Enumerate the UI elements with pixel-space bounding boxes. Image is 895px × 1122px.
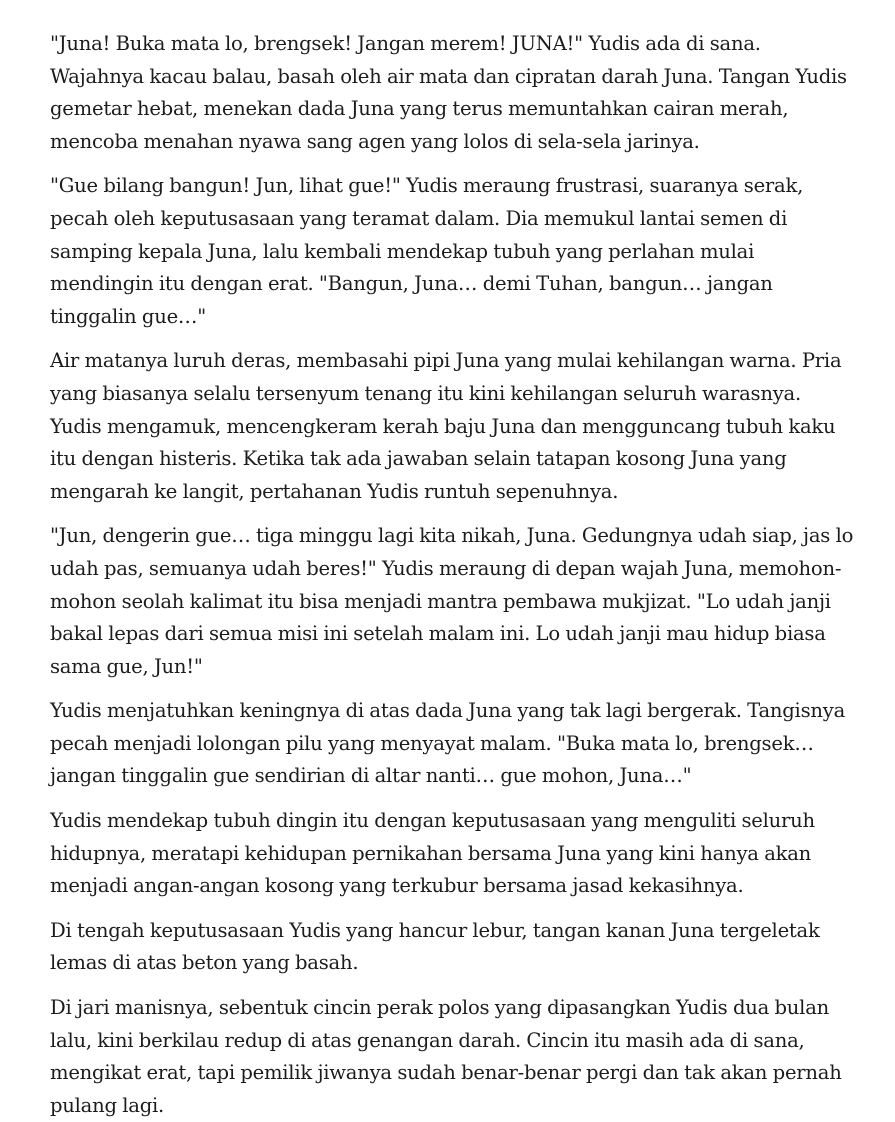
story-paragraph-1: "Juna! Buka mata lo, brengsek! Jangan merem! JUNA!" Yudis ada di sana. Wajahnya kacau balau, basah oleh air mata dan cipratan darah Juna. Tangan Yudis gemetar hebat, menekan dada Juna yang terus memuntahkan cairan merah, mencoba menahan nyawa sang agen yang lolos di sela-sela jarinya.	[50, 32, 847, 153]
story-paragraph-6: Yudis mendekap tubuh dingin itu dengan keputusasaan yang menguliti seluruh hidupnya, meratapi kehidupan pernikahan bersama Juna yang kini hanya akan menjadi angan-angan kosong yang terkubur bersama jasad kekasihnya.	[50, 809, 815, 898]
story-paragraph-8: Di jari manisnya, sebentuk cincin perak polos yang dipasangkan Yudis dua bulan lalu, kini berkilau redup di atas genangan darah. Cincin itu masih ada di sana, mengikat erat, tapi pemilik jiwanya sudah benar-benar pergi dan tak akan pernah pulang lagi.	[50, 996, 842, 1117]
story-paragraph-4: "Jun, dengerin gue… tiga minggu lagi kita nikah, Juna. Gedungnya udah siap, jas lo udah pas, semuanya udah beres!" Yudis meraung di depan wajah Juna, memohon-mohon seolah kalimat itu bisa menjadi mantra pembawa mukjizat. "Lo udah janji bakal lepas dari semua misi ini setelah malam ini. Lo udah janji mau hidup biasa sama gue, Jun!"	[50, 524, 854, 678]
story-paragraph-2: "Gue bilang bangun! Jun, lihat gue!" Yudis meraung frustrasi, suaranya serak, pecah oleh keputusasaan yang teramat dalam. Dia memukul lantai semen di samping kepala Juna, lalu kembali mendekap tubuh yang perlahan mulai mendingin itu dengan erat. "Bangun, Juna… demi Tuhan, bangun… jangan tinggalin gue…"	[50, 174, 804, 328]
story-paragraph-5: Yudis menjatuhkan keningnya di atas dada Juna yang tak lagi bergerak. Tangisnya pecah menjadi lolongan pilu yang menyayat malam. "Buka mata lo, brengsek… jangan tinggalin gue sendirian di altar nanti… gue mohon, Juna…"	[50, 699, 845, 788]
story-paragraph-7: Di tengah keputusasaan Yudis yang hancur lebur, tangan kanan Juna tergeletak lemas di atas beton yang basah.	[50, 918, 820, 975]
story-paragraph-3: Air matanya luruh deras, membasahi pipi Juna yang mulai kehilangan warna. Pria yang biasanya selalu tersenyum tenang itu kini kehilangan seluruh warasnya. Yudis mengamuk, mencengkeram kerah baju Juna dan mengguncang tubuh kaku itu dengan histeris. Ketika tak ada jawaban selain tatapan kosong Juna yang mengarah ke langit, pertahanan Yudis runtuh sepenuhnya.	[50, 349, 842, 503]
